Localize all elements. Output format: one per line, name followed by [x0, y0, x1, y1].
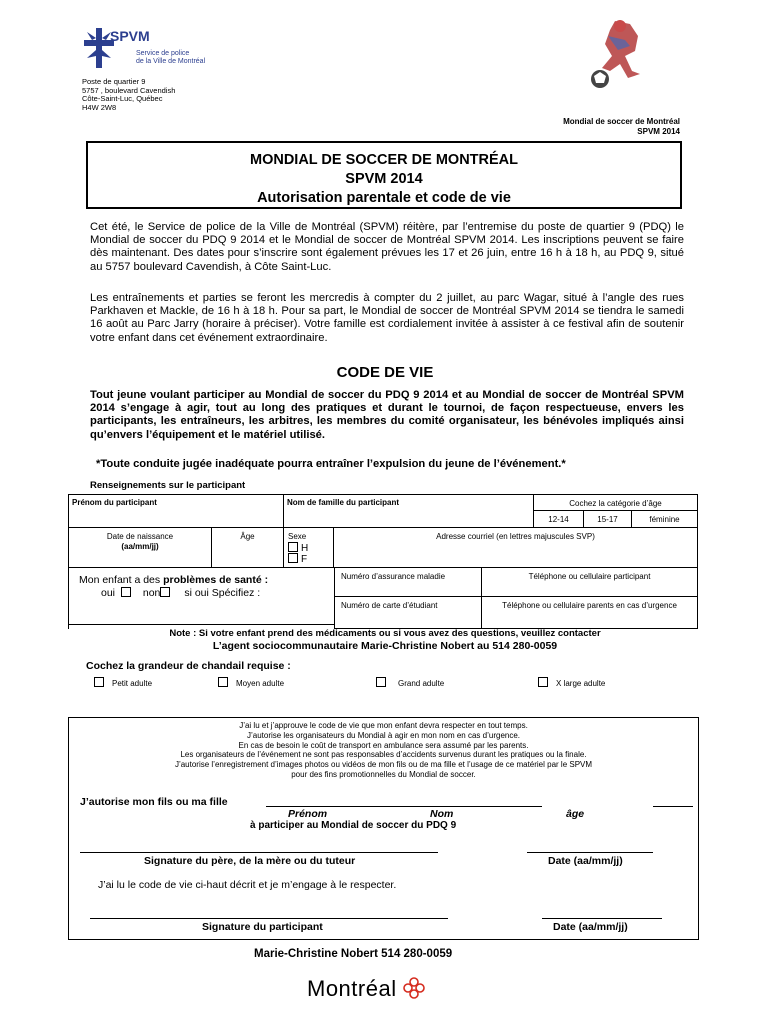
- logo-line2: de la Ville de Montréal: [136, 58, 206, 65]
- courriel-cell[interactable]: [334, 528, 698, 568]
- participant-date-caption: Date (aa/mm/jj): [553, 921, 628, 933]
- montreal-wordmark: Montréal: [307, 976, 397, 1001]
- date-naissance-label: Date de naissance: [106, 532, 174, 541]
- code-heading: CODE DE VIE: [336, 364, 434, 381]
- soccer-player-illustration: [580, 16, 660, 91]
- sexe-h-label: H: [301, 542, 309, 554]
- non-label: non: [142, 587, 161, 599]
- sante-question: [79, 574, 334, 587]
- date-format-label: (aa/mm/jj): [121, 541, 159, 551]
- logo-line1: Service de police: [136, 50, 190, 57]
- footer-contact: Marie-Christine Nobert 514 280-0059: [254, 948, 453, 960]
- consent-text: [68, 721, 699, 780]
- age-cell[interactable]: [212, 528, 284, 568]
- shirt-title: Cochez la grandeur de chandail requise :: [86, 660, 291, 672]
- parent-date-caption: Date (aa/mm/jj): [548, 855, 623, 867]
- shirt-petit-label: Petit adulte: [112, 679, 153, 688]
- title-box: [86, 141, 682, 209]
- age-caption: âge: [566, 808, 585, 820]
- oui-checkbox[interactable]: [121, 587, 131, 597]
- age-label: Âge: [240, 532, 255, 541]
- carte-etudiant-cell[interactable]: [334, 597, 482, 629]
- address-block: [82, 78, 175, 112]
- consent-line: J’ai lu et j’approuve le code de vie que mon enfant devra respecter en tout temps.: [239, 721, 528, 730]
- consent-line: En cas de besoin le coût de transport en ambulance sera assumé par les parents.: [238, 740, 529, 750]
- title-line1: MONDIAL DE SOCCER DE MONTRÉAL: [250, 152, 518, 168]
- event-header-line1: Mondial de soccer de Montréal: [563, 117, 680, 126]
- cat-feminine[interactable]: féminine: [632, 511, 698, 528]
- consent-line: Les organisateurs de l’événement ne sont pas responsables d’accidents survenus durant les pratiques ou la finale.: [180, 750, 587, 760]
- address-line: Côte-Saint-Luc, Québec: [82, 94, 163, 104]
- sante-bold: problèmes de santé :: [163, 574, 269, 586]
- telephone-urgence-label: Téléphone ou cellulaire parents en cas d’urgence: [502, 601, 677, 610]
- intro-paragraph-1: Cet été, le Service de police de la Ville de Montréal (SPVM) réitère, par l’entremise du poste de quartier 9 (PDQ) le Mondial de soccer du PDQ 9 2014 et le Mondial de soccer de Montréal SPVM 2014. Les inscriptions peuvent se faire dès maintenant. Des dates pour s’inscrire sont également prévues les 17 et 26 juin, entre 16 h à 18 h, au PDQ 9, situé au 5757 boulevard Cavendish, à Côte Saint-Luc.: [90, 221, 684, 273]
- prenom-caption: Prénom: [288, 808, 328, 820]
- consent-line: J’autorise l’enregistrement d’images photos ou vidéos de mon fils ou de ma fille et l’usage de ce matériel par le SPVM: [174, 760, 593, 770]
- categorie-cell: [534, 494, 698, 511]
- nom-caption: Nom: [430, 808, 454, 820]
- note-line2: L’agent sociocommunautaire Marie-Christine Nobert au 514 280-0059: [212, 640, 558, 652]
- telephone-label: Téléphone ou cellulaire participant: [528, 572, 651, 581]
- code-text: Tout jeune voulant participer au Mondial de soccer du PDQ 9 2014 et au Mondial de soccer de Montréal SPVM 2014 s’engage à agir, tout au long des pratiques et durant le tournoi, de façon respectueuse, envers les participants, les entraîneurs, les arbitres, les membres du comité organisateur, les bénévoles impliqués ainsi qu’envers l’équipement et le matériel utilisé.: [90, 389, 684, 441]
- sexe-h-option[interactable]: [288, 542, 333, 554]
- consent-line: J’autorise les organisateurs du Mondial à agir en mon nom en cas d’urgence.: [246, 730, 521, 740]
- shirt-grand-label: Grand adulte: [398, 679, 445, 688]
- consent-line: pour des fins promotionnelles du Mondial de soccer.: [291, 769, 476, 779]
- shirt-option-xlarge[interactable]: [538, 677, 605, 689]
- address-line: H4W 2W8: [82, 102, 117, 112]
- si-oui-label: si oui Spécifiez :: [184, 587, 261, 599]
- sexe-f-option[interactable]: [288, 553, 333, 565]
- carte-etudiant-label: Numéro de carte d’étudiant: [341, 601, 438, 610]
- montreal-rosette-icon: [403, 977, 425, 999]
- date-naissance-cell[interactable]: [68, 528, 212, 568]
- spvm-logo: [84, 28, 214, 70]
- checkbox-icon[interactable]: [288, 553, 298, 563]
- sexe-cell: [284, 528, 334, 568]
- title-line2: SPVM 2014: [345, 171, 423, 187]
- note-line1: Note : Si votre enfant prend des médicaments ou si vous avez des questions, veuillez contacter: [169, 628, 601, 639]
- logo-name: SPVM: [110, 28, 150, 44]
- telephone-cell[interactable]: [482, 568, 698, 597]
- assurance-label: Numéro d’assurance maladie: [341, 572, 446, 581]
- address-line: Poste de quartier 9: [82, 77, 146, 86]
- shirt-moyen-label: Moyen adulte: [236, 679, 285, 688]
- authorize-label: J’autorise mon fils ou ma fille: [80, 796, 228, 808]
- participant-date-line[interactable]: [542, 918, 662, 919]
- oui-label: oui: [101, 587, 116, 599]
- parent-signature-caption: Signature du père, de la mère ou du tuteur: [144, 855, 356, 867]
- checkbox-icon[interactable]: [376, 677, 386, 687]
- child-name-line[interactable]: [266, 806, 542, 807]
- participant-form: [68, 494, 698, 629]
- shirt-option-petit[interactable]: [94, 677, 152, 689]
- cat-15-17[interactable]: 15-17: [584, 511, 632, 528]
- sante-specify-line[interactable]: [68, 624, 334, 625]
- sante-prefix: Mon enfant a des: [79, 574, 164, 586]
- nom-famille-label: Nom de famille du participant: [287, 498, 400, 507]
- cat-12-14[interactable]: 12-14: [534, 511, 584, 528]
- prenom-cell[interactable]: [68, 494, 284, 528]
- participant-statement: J’ai lu le code de vie ci-haut décrit et je m’engage à le respecter.: [98, 879, 397, 891]
- form-section-title: Renseignements sur le participant: [90, 480, 246, 491]
- montreal-logo: [307, 976, 425, 1006]
- participate-text: à participer au Mondial de soccer du PDQ 9: [250, 820, 457, 831]
- shirt-xlarge-label: X large adulte: [556, 679, 606, 688]
- shirt-option-grand[interactable]: [376, 677, 444, 689]
- checkbox-icon[interactable]: [288, 542, 298, 552]
- telephone-urgence-cell[interactable]: [482, 597, 698, 629]
- assurance-cell[interactable]: [334, 568, 482, 597]
- child-age-line[interactable]: [653, 806, 693, 807]
- checkbox-icon[interactable]: [538, 677, 548, 687]
- categorie-label: Cochez la catégorie d’âge: [569, 499, 662, 508]
- sante-cell: [68, 568, 334, 629]
- sante-options: [79, 587, 334, 600]
- event-header: [563, 117, 680, 136]
- event-header-line2: SPVM 2014: [637, 126, 680, 136]
- prenom-label: Prénom du participant: [72, 498, 157, 507]
- nom-famille-cell[interactable]: [284, 494, 534, 528]
- participant-signature-caption: Signature du participant: [202, 921, 323, 933]
- shirt-option-moyen[interactable]: [218, 677, 284, 689]
- courriel-label: Adresse courriel (en lettres majuscules SVP): [436, 532, 595, 541]
- address-line: 5757 , boulevard Cavendish: [82, 85, 176, 95]
- participant-signature-line[interactable]: [90, 918, 448, 919]
- non-checkbox[interactable]: [160, 587, 170, 597]
- checkbox-icon[interactable]: [94, 677, 104, 687]
- checkbox-icon[interactable]: [218, 677, 228, 687]
- title-line3: Autorisation parentale et code de vie: [257, 190, 511, 206]
- parent-date-line[interactable]: [527, 852, 653, 853]
- code-warning: *Toute conduite jugée inadéquate pourra entraîner l’expulsion du jeune de l’événement.*: [96, 458, 566, 470]
- parent-signature-line[interactable]: [80, 852, 438, 853]
- intro-paragraph-2: Les entraînements et parties se feront les mercredis à compter du 2 juillet, au parc Wagar, situé à l’angle des rues Parkhaven et Mackle, de 16 h à 18 h. Pour sa part, le Mondial de soccer de Montréal SPVM 2014 se tiendra le samedi 16 août au Parc Jarry (horaire à préciser). Votre famille est cordialement invitée à assister à ce festival afin de soutenir votre enfant dans cet événement extraordinaire.: [90, 292, 684, 344]
- sexe-label: Sexe: [288, 532, 307, 541]
- sexe-f-label: F: [301, 554, 308, 565]
- note-block: [0, 628, 770, 653]
